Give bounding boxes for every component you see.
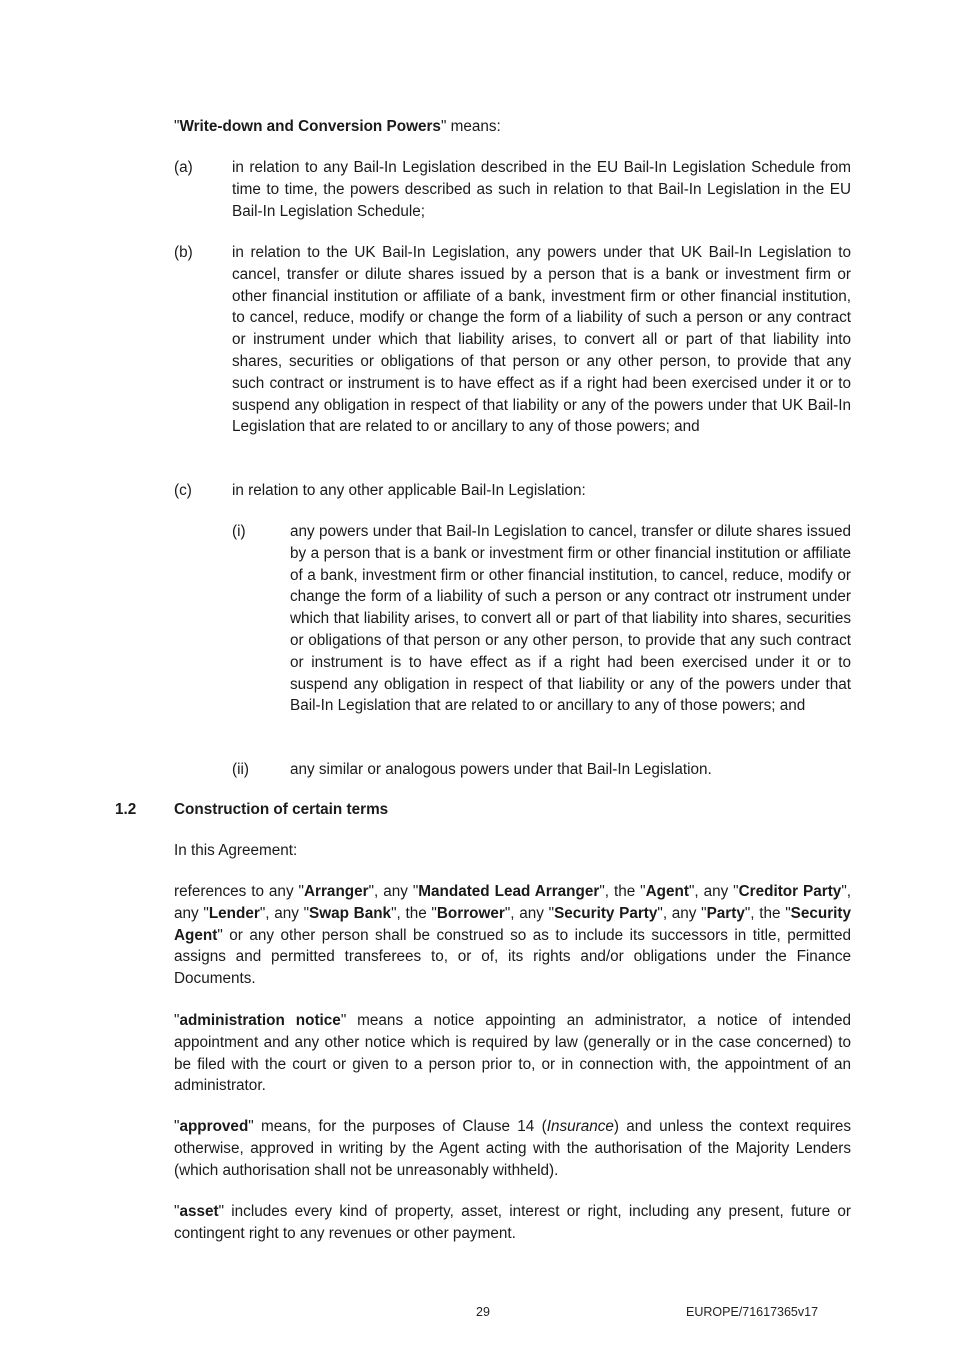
term-party: Party (706, 904, 745, 922)
item-text-c: in relation to any other applicable Bail-In Legislation: (232, 482, 586, 499)
references-paragraph: references to any "Arranger", any "Mandated Lead Arranger", the "Agent", any "Creditor Party", any "Lender", any "Swap Bank", the "Borrower", any "Security Party", any "Party", the "Security Agent" or any other person shall be construed so as to include its successors in title, permitted assigns and permitted transferees to, or of, its rights and/or obligations under the Finance Documents. (174, 883, 852, 988)
item-label-a: (a) (174, 159, 193, 176)
subitem-text-ii: any similar or analogous powers under that Bail-In Legislation. (290, 761, 712, 778)
item-label-c: (c) (174, 482, 192, 499)
subitem-text-i: any powers under that Bail-In Legislation to cancel, transfer or dilute shares issued by a person that is a bank or investment firm or other financial institution or affiliate of a bank, investment firm or other financial institution, to cancel, reduce, modify or change the form of a liability of such a person or any contract otr instrument under which that liability arises, to convert all or part of that liability into shares, securities or obligations of that person or any other person, to provide that any such contract or instrument is to have effect as if a right had been exercised under it or to suspend any obligation in respect of that liability or any of the powers under that Bail-In Legislation that are related to or ancillary to any of those powers; and (290, 523, 851, 715)
definition-administration-notice: "administration notice" means a notice appointing an administrator, a notice of intended appointment and any other notice which is required by law (generally or in the case concerned) to be filed with the court or given to a person prior to, or in connection with, the appointment of an administrator. (174, 1012, 851, 1095)
clause-reference-italic: Insurance (546, 1118, 614, 1135)
item-text-a: in relation to any Bail-In Legislation described in the EU Bail-In Legislation Schedule from time to time, the powers described as such in relation to that Bail-In Legislation in the EU Bail-In Legislation Schedule; (232, 159, 851, 220)
quote-mark: " (174, 118, 180, 135)
section-title: Construction of certain terms (174, 801, 389, 818)
term-security-party: Security Party (554, 904, 658, 922)
heading-suffix: " means: (440, 118, 501, 135)
page-number: 29 (476, 1305, 490, 1319)
defined-term: Write-down and Conversion Powers (179, 118, 441, 135)
term-lender: Lender (208, 904, 260, 922)
term-security-agent: Security Agent (174, 904, 852, 944)
term-arranger: Arranger (303, 883, 369, 900)
term-approved: approved (179, 1118, 249, 1135)
term-mandated-lead-arranger: Mandated Lead Arranger (418, 883, 600, 900)
item-label-b: (b) (174, 244, 193, 261)
subitem-label-ii: (ii) (232, 761, 249, 778)
definition-approved: "approved" means, for the purposes of Clause 14 (Insurance) and unless the context requires otherwise, approved in writing by the Agent acting with the authorisation of the Majority Lenders (which authorisation shall not be unreasonably withheld). (174, 1118, 851, 1179)
definition-heading (174, 116, 854, 138)
term-borrower: Borrower (436, 904, 505, 922)
document-reference: EUROPE/71617365v17 (686, 1305, 819, 1319)
term-swap-bank: Swap Bank (309, 904, 392, 922)
term-administration-notice: administration notice (179, 1012, 341, 1029)
intro-line: In this Agreement: (174, 842, 298, 859)
subitem-label-i: (i) (232, 523, 246, 540)
term-creditor-party: Creditor Party (738, 883, 842, 900)
definition-asset: "asset" includes every kind of property, asset, interest or right, including any present, future or contingent right to any revenues or other payment. (174, 1203, 851, 1242)
item-text-b: in relation to the UK Bail-In Legislation, any powers under that UK Bail-In Legislation to cancel, transfer or dilute shares issued by a person that is a bank or investment firm or other financial institution or affiliate of a bank, investment firm or other financial institution, to cancel, reduce, modify or change the form of a liability of such a person or any contract or instrument under which that liability arises, to convert all or part of that liability into shares, securities or obligations of that person or any other person, to provide that any such contract or instrument is to have effect as if a right had been exercised under it or to suspend any obligation in respect of that liability or any of the powers under that UK Bail-In Legislation that are related to or ancillary to any of those powers; and (232, 244, 851, 436)
term-asset: asset (179, 1203, 219, 1220)
term-agent: Agent (645, 883, 689, 900)
section-number: 1.2 (115, 801, 137, 818)
